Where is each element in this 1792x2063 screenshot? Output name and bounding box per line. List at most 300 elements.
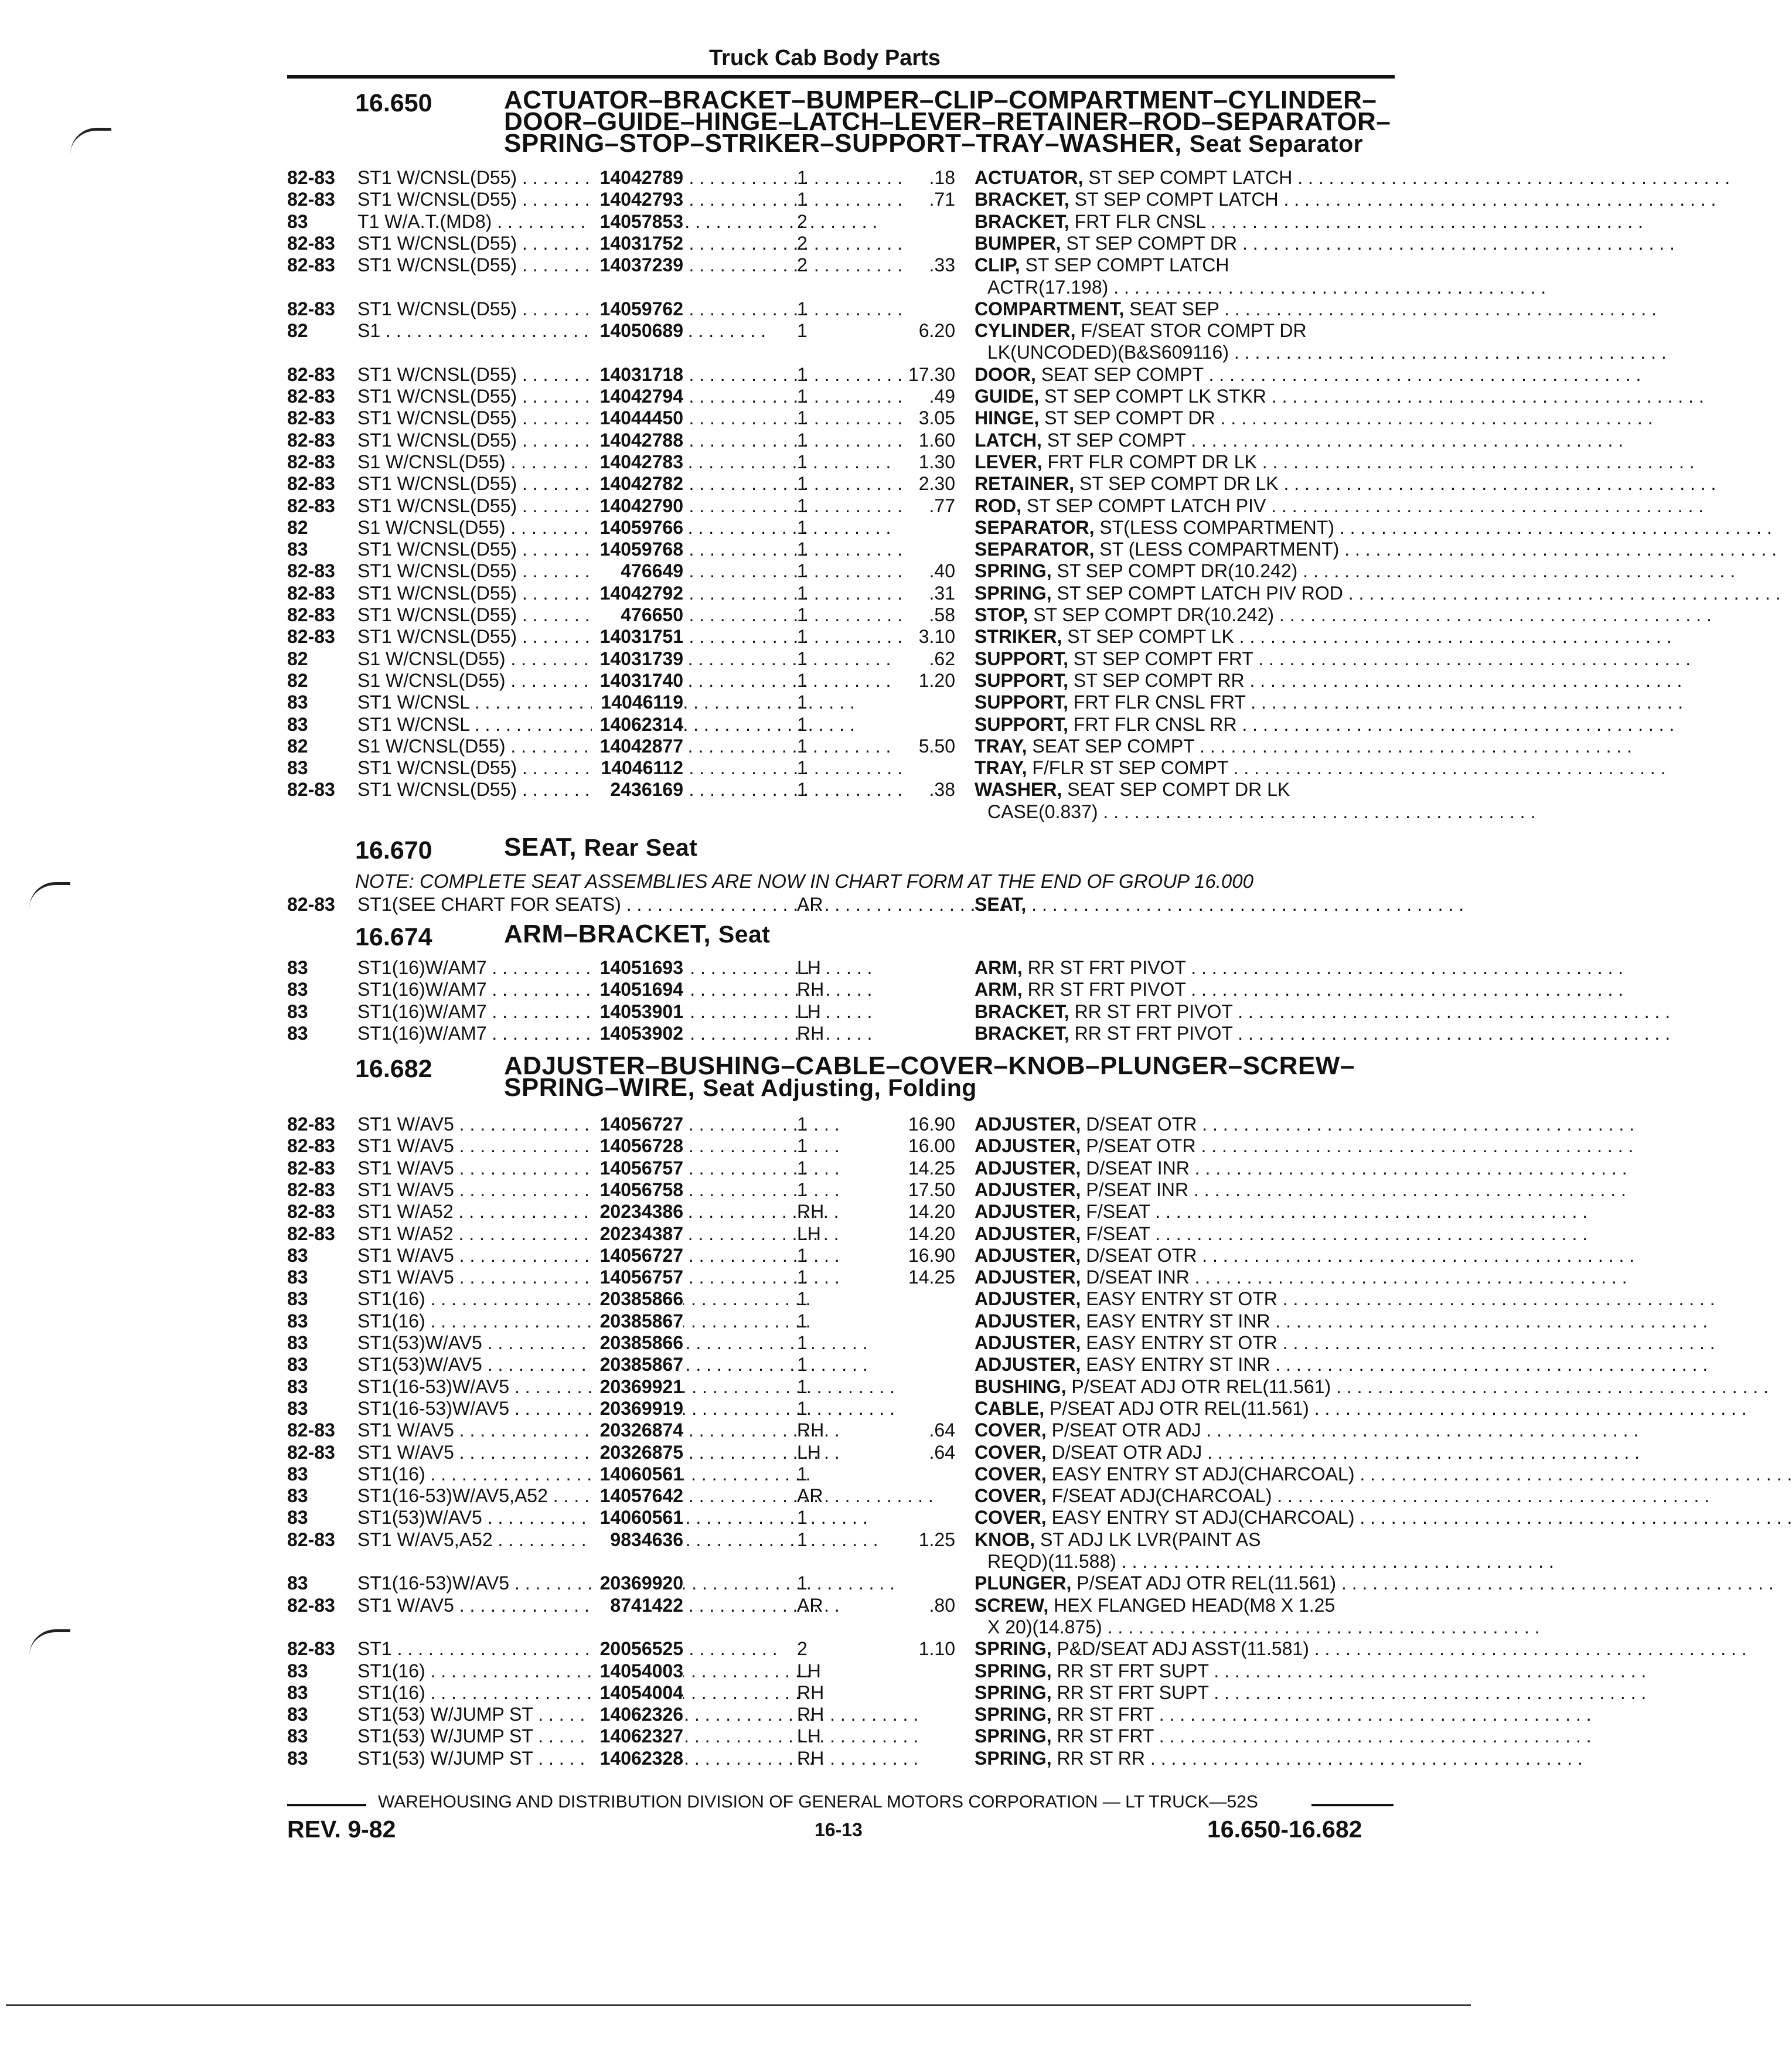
model-application: ST1 W/AV5 . . . bbox=[357, 1179, 592, 1201]
model-application: ST1 W/AV5 . . . bbox=[357, 1442, 592, 1463]
part-number: 20385867 bbox=[592, 1310, 683, 1332]
model-year: 82-83 bbox=[287, 1594, 335, 1616]
model-application: ST1 W/CNSL(D55) . . . bbox=[357, 364, 592, 386]
part-detail: SEAT SEP COMPT . . . bbox=[1032, 736, 1632, 757]
part-number: 476650 bbox=[592, 604, 683, 626]
part-detail: ST SEP COMPT LATCH bbox=[1025, 254, 1229, 276]
table-row bbox=[287, 583, 1401, 604]
price: 1.30 bbox=[918, 451, 955, 472]
quantity: 1 bbox=[797, 1157, 808, 1179]
description bbox=[975, 1267, 1398, 1288]
part-number: 14044450 bbox=[592, 407, 683, 429]
description bbox=[975, 979, 1398, 1000]
part-number: 14056727 bbox=[592, 1114, 683, 1135]
table-row bbox=[287, 539, 1401, 560]
part-name: ADJUSTER, bbox=[975, 1288, 1081, 1310]
model-year: 82-83 bbox=[287, 1179, 335, 1200]
part-detail: ST SEP COMPT RR . . . bbox=[1074, 670, 1682, 691]
part-detail: ST SEP COMPT DR . . . bbox=[1066, 233, 1674, 254]
part-number: 20234386 bbox=[592, 1201, 683, 1223]
part-name: BUMPER, bbox=[975, 232, 1061, 254]
description bbox=[975, 1158, 1398, 1179]
quantity: 1 bbox=[797, 669, 808, 691]
part-detail: HEX FLANGED HEAD(M8 X 1.25 bbox=[1054, 1594, 1336, 1616]
part-name: ROD, bbox=[975, 495, 1021, 516]
part-number: 14054004 bbox=[592, 1682, 683, 1704]
model-application: S1 W/CNSL(D55) . . . bbox=[357, 648, 592, 670]
model-year: 83 bbox=[287, 1660, 308, 1681]
model-year: 82-83 bbox=[287, 1135, 335, 1157]
quantity: 1 bbox=[797, 1288, 808, 1310]
part-name: WASHER, bbox=[975, 779, 1062, 801]
part-detail: RR ST RR . . . bbox=[1057, 1748, 1582, 1769]
table-row bbox=[287, 714, 1401, 736]
part-detail: RR ST FRT PIVOT . . . bbox=[1028, 957, 1624, 978]
description bbox=[975, 1001, 1398, 1023]
table-row-continuation bbox=[287, 1551, 1401, 1572]
part-detail: ST(LESS COMPARTMENT) . . . bbox=[1099, 517, 1771, 538]
table-row bbox=[287, 1267, 1401, 1288]
table-row-continuation bbox=[287, 1616, 1401, 1638]
quantity: 1 bbox=[797, 320, 808, 342]
model-application: ST1(53)W/AV5 . . . bbox=[357, 1354, 592, 1376]
price: .31 bbox=[929, 582, 955, 604]
price: .62 bbox=[929, 648, 955, 669]
section-number: 16.682 bbox=[355, 1055, 432, 1083]
description bbox=[975, 1748, 1398, 1769]
table-row bbox=[287, 1442, 1401, 1463]
model-application: ST1 . . . bbox=[357, 1638, 592, 1660]
model-year: 83 bbox=[287, 1267, 308, 1288]
part-number: 20326874 bbox=[592, 1419, 683, 1441]
part-detail: ST SEP COMPT DR(10.242) . . . bbox=[1057, 560, 1735, 581]
model-application: ST1 W/AV5 . . . bbox=[357, 1158, 592, 1179]
model-application: ST1(53) W/JUMP ST . . . bbox=[357, 1748, 592, 1769]
quantity: 1 bbox=[797, 1135, 808, 1157]
table-row bbox=[287, 298, 1401, 320]
quantity: 1 bbox=[797, 1397, 808, 1419]
description bbox=[975, 1310, 1398, 1332]
model-year: 83 bbox=[287, 1681, 308, 1703]
footer-division: WAREHOUSING AND DISTRIBUTION DIVISION OF GENERAL MOTORS CORPORATION — LT TRUCK—52S bbox=[378, 1792, 1258, 1812]
description bbox=[975, 583, 1398, 604]
table-row bbox=[287, 1682, 1401, 1704]
quantity: LH bbox=[797, 1223, 821, 1244]
table-row bbox=[287, 211, 1401, 233]
quantity: 1 bbox=[797, 1179, 808, 1200]
table-row bbox=[287, 320, 1401, 342]
price: .49 bbox=[929, 386, 955, 407]
table-row bbox=[287, 1310, 1401, 1332]
model-year: 82 bbox=[287, 320, 308, 342]
model-application: ST1(16)W/AM7 . . . bbox=[357, 1023, 592, 1044]
price: .18 bbox=[929, 167, 955, 188]
description-continuation: LK(UNCODED)(B&S609116) . . . bbox=[987, 342, 1398, 363]
description bbox=[975, 1135, 1398, 1157]
part-detail: P/SEAT ADJ OTR REL(11.561) . . . bbox=[1050, 1398, 1747, 1419]
quantity: 1 bbox=[797, 1114, 808, 1135]
model-year: 82-83 bbox=[287, 582, 335, 604]
part-detail: RR ST FRT SUPT . . . bbox=[1057, 1682, 1646, 1703]
part-name: SCREW, bbox=[975, 1594, 1049, 1616]
table-row bbox=[287, 1288, 1401, 1310]
part-number: 14046119 bbox=[592, 692, 683, 713]
part-detail: ST SEP COMPT FRT . . . bbox=[1074, 648, 1691, 669]
description bbox=[975, 211, 1398, 233]
table-row bbox=[287, 1529, 1401, 1551]
description bbox=[975, 1704, 1398, 1725]
quantity: 1 bbox=[797, 713, 808, 735]
part-name: CLIP, bbox=[975, 254, 1020, 276]
part-number: 20369920 bbox=[592, 1572, 683, 1594]
model-year: 83 bbox=[287, 210, 308, 232]
part-number: 14062314 bbox=[592, 714, 683, 736]
part-detail: ST ADJ LK LVR(PAINT AS bbox=[1040, 1528, 1261, 1550]
model-year: 82-83 bbox=[287, 1223, 335, 1244]
part-name: GUIDE, bbox=[975, 386, 1040, 407]
part-number: 14031740 bbox=[592, 670, 683, 692]
part-number: 20056525 bbox=[592, 1638, 683, 1660]
quantity: 2 bbox=[797, 1638, 808, 1660]
quantity: RH bbox=[797, 1681, 825, 1703]
description bbox=[975, 1398, 1398, 1419]
price: 1.25 bbox=[918, 1528, 955, 1550]
part-name: ADJUSTER, bbox=[975, 1354, 1081, 1376]
part-name: HINGE, bbox=[975, 407, 1040, 429]
part-number: 14059766 bbox=[592, 517, 683, 539]
model-year: 82-83 bbox=[287, 451, 335, 472]
description bbox=[975, 1485, 1398, 1507]
quantity: AR bbox=[797, 1594, 823, 1616]
model-application: S1 W/CNSL(D55) . . . bbox=[357, 670, 592, 692]
part-detail: SEAT SEP . . . bbox=[1129, 298, 1657, 319]
model-application: ST1 W/CNSL . . . bbox=[357, 714, 592, 736]
section-title-parts: ADJUSTER–BUSHING–CABLE–COVER–KNOB–PLUNGER–SCREW–SPRING–WIRE, bbox=[504, 1051, 1355, 1102]
model-year: 82-83 bbox=[287, 1114, 335, 1135]
quantity: 1 bbox=[797, 298, 808, 319]
part-name: STOP, bbox=[975, 604, 1028, 625]
part-name: SPRING, bbox=[975, 560, 1052, 582]
part-detail: EASY ENTRY ST OTR . . . bbox=[1086, 1332, 1715, 1353]
model-application: ST1 W/CNSL(D55) . . . bbox=[357, 626, 592, 648]
quantity: 1 bbox=[797, 582, 808, 604]
part-number: 14042794 bbox=[592, 386, 683, 407]
part-detail: P/SEAT INR . . . bbox=[1086, 1179, 1626, 1200]
price: 3.05 bbox=[918, 407, 955, 429]
part-name: SUPPORT, bbox=[975, 648, 1069, 669]
section-subtitle: Seat bbox=[718, 921, 771, 948]
quantity: RH bbox=[797, 979, 825, 1000]
quantity: 1 bbox=[797, 1528, 808, 1550]
description bbox=[975, 1223, 1398, 1245]
section-subtitle: Seat Separator bbox=[1189, 130, 1364, 157]
part-name: ADJUSTER, bbox=[975, 1244, 1081, 1266]
table-row bbox=[287, 957, 1401, 979]
part-number: 20326875 bbox=[592, 1442, 683, 1463]
part-detail: FRT FLR COMPT DR LK . . . bbox=[1047, 451, 1694, 472]
model-year: 82-83 bbox=[287, 1638, 335, 1660]
part-number: 14042877 bbox=[592, 736, 683, 757]
model-application: ST1 W/CNSL(D55) . . . bbox=[357, 604, 592, 626]
section-title-parts: SEAT, bbox=[504, 833, 577, 862]
table-row bbox=[287, 167, 1401, 189]
table-row bbox=[287, 1179, 1401, 1201]
table-row bbox=[287, 560, 1401, 582]
table-row bbox=[287, 1507, 1401, 1528]
model-application: ST1 W/CNSL(D55) . . . bbox=[357, 386, 592, 407]
model-year: 83 bbox=[287, 1000, 308, 1022]
model-year: 83 bbox=[287, 757, 308, 779]
table-row bbox=[287, 1463, 1401, 1485]
quantity: LH bbox=[797, 957, 821, 978]
model-year: 82-83 bbox=[287, 1419, 335, 1441]
table-row bbox=[287, 757, 1401, 779]
model-year: 83 bbox=[287, 957, 308, 978]
model-year: 82-83 bbox=[287, 473, 335, 495]
model-year: 83 bbox=[287, 1463, 308, 1485]
table-row bbox=[287, 1595, 1401, 1616]
description bbox=[975, 364, 1398, 386]
part-detail: ST SEP COMPT DR LK . . . bbox=[1079, 473, 1716, 494]
part-name: SPRING, bbox=[975, 1747, 1052, 1769]
part-name: BRACKET, bbox=[975, 1000, 1069, 1022]
part-number: 14042792 bbox=[592, 583, 683, 604]
part-number: 14060561 bbox=[592, 1507, 683, 1528]
part-detail: F/SEAT ADJ(CHARCOAL) . . . bbox=[1052, 1485, 1710, 1506]
model-application: ST1 W/AV5 . . . bbox=[357, 1114, 592, 1135]
quantity: 1 bbox=[797, 1376, 808, 1397]
page-header-title: Truck Cab Body Parts bbox=[709, 46, 941, 70]
scan-edge-line bbox=[6, 2004, 1471, 2006]
table-row bbox=[287, 233, 1401, 254]
part-name: COVER, bbox=[975, 1485, 1047, 1507]
model-application: ST1 W/CNSL(D55) . . . bbox=[357, 167, 592, 189]
model-year: 82-83 bbox=[287, 254, 335, 276]
model-application: ST1(16-53)W/AV5 . . . bbox=[357, 1376, 592, 1398]
table-row bbox=[287, 451, 1401, 473]
part-detail: ST SEP COMPT LATCH . . . bbox=[1075, 189, 1716, 210]
quantity: 2 bbox=[797, 232, 808, 254]
description bbox=[975, 320, 1398, 342]
model-year: 82-83 bbox=[287, 298, 335, 319]
quantity: 2 bbox=[797, 254, 808, 276]
part-number: 476649 bbox=[592, 560, 683, 582]
model-application: ST1 W/CNSL(D55) . . . bbox=[357, 473, 592, 495]
part-detail bbox=[1031, 894, 1464, 915]
quantity: 1 bbox=[797, 1332, 808, 1353]
part-name: SUPPORT, bbox=[975, 713, 1069, 735]
part-number: 14042782 bbox=[592, 473, 683, 495]
table-row bbox=[287, 1354, 1401, 1376]
price: 17.30 bbox=[908, 363, 955, 385]
section-number: 16.674 bbox=[355, 923, 432, 951]
quantity: LH bbox=[797, 1660, 821, 1681]
model-year: 82 bbox=[287, 669, 308, 691]
part-name: STRIKER, bbox=[975, 626, 1062, 648]
part-name: LATCH, bbox=[975, 429, 1042, 451]
model-year: 83 bbox=[287, 979, 308, 1000]
table-row bbox=[287, 1023, 1401, 1044]
description-continuation: X 20)(14.875) . . . bbox=[987, 1616, 1398, 1638]
quantity: AR bbox=[797, 894, 823, 915]
description bbox=[975, 1245, 1398, 1267]
model-application: ST1(53)W/AV5 . . . bbox=[357, 1507, 592, 1528]
description bbox=[975, 692, 1398, 713]
part-number: 14056727 bbox=[592, 1245, 683, 1267]
table-row bbox=[287, 1704, 1401, 1725]
model-year: 83 bbox=[287, 1507, 308, 1528]
part-number: 14053901 bbox=[592, 1001, 683, 1023]
part-name: BRACKET, bbox=[975, 1022, 1069, 1044]
price: 14.25 bbox=[908, 1267, 955, 1288]
part-number: 14050689 bbox=[592, 320, 683, 342]
part-number: 14042788 bbox=[592, 430, 683, 451]
description bbox=[975, 1725, 1398, 1747]
part-detail: ST SEP COMPT LATCH PIV ROD . . . bbox=[1057, 583, 1780, 604]
part-name: ADJUSTER, bbox=[975, 1223, 1081, 1244]
table-row bbox=[287, 1572, 1401, 1594]
model-year: 83 bbox=[287, 1572, 308, 1594]
price: .38 bbox=[929, 779, 955, 801]
model-year: 82-83 bbox=[287, 386, 335, 407]
table-row bbox=[287, 189, 1401, 210]
table-row bbox=[287, 1419, 1401, 1441]
part-number: 20385867 bbox=[592, 1354, 683, 1376]
part-number: 14062328 bbox=[592, 1748, 683, 1769]
part-name: SPRING, bbox=[975, 1725, 1052, 1747]
part-detail: D/SEAT INR . . . bbox=[1086, 1267, 1627, 1288]
part-name: ARM, bbox=[975, 957, 1023, 978]
part-detail: D/SEAT INR . . . bbox=[1086, 1158, 1627, 1179]
section-number: 16.650 bbox=[355, 89, 432, 117]
description bbox=[975, 626, 1398, 648]
footer-page-number: 16-13 bbox=[815, 1819, 863, 1840]
part-detail: P&D/SEAT ADJ ASST(11.581) . . . bbox=[1057, 1638, 1746, 1659]
description bbox=[975, 189, 1398, 210]
description bbox=[975, 539, 1398, 560]
model-year: 83 bbox=[287, 1332, 308, 1353]
model-application: ST1 W/CNSL(D55) . . . bbox=[357, 189, 592, 210]
part-number: 20234387 bbox=[592, 1223, 683, 1245]
model-year: 82-83 bbox=[287, 626, 335, 648]
part-name: SUPPORT, bbox=[975, 692, 1069, 713]
price: .33 bbox=[929, 254, 955, 276]
quantity: RH bbox=[797, 1419, 825, 1441]
footer-revision: REV. 9-82 bbox=[287, 1816, 396, 1843]
quantity: RH bbox=[797, 1704, 825, 1725]
price: 17.50 bbox=[908, 1179, 955, 1200]
part-name: COMPARTMENT, bbox=[975, 298, 1125, 319]
quantity: 1 bbox=[797, 189, 808, 210]
part-detail: ST (LESS COMPARTMENT) . . . bbox=[1099, 539, 1777, 560]
price: .64 bbox=[929, 1441, 955, 1463]
part-detail: SEAT SEP COMPT DR LK bbox=[1067, 779, 1290, 801]
part-name: BUSHING, bbox=[975, 1376, 1067, 1397]
model-application: S1 . . . bbox=[357, 320, 592, 342]
part-detail: EASY ENTRY ST INR . . . bbox=[1086, 1310, 1708, 1332]
section-number: 16.670 bbox=[355, 836, 432, 864]
description bbox=[975, 298, 1398, 320]
model-application: S1 W/CNSL(D55) . . . bbox=[357, 451, 592, 473]
table-row bbox=[287, 670, 1401, 692]
footer-rule-left bbox=[287, 1804, 366, 1806]
description bbox=[975, 1114, 1398, 1135]
model-application: ST1 W/AV5 . . . bbox=[357, 1419, 592, 1441]
part-number: 14042790 bbox=[592, 495, 683, 517]
quantity: 1 bbox=[797, 1267, 808, 1288]
part-detail: RR ST FRT PIVOT . . . bbox=[1075, 1001, 1671, 1022]
part-name: TRAY, bbox=[975, 757, 1027, 779]
description-continuation: ACTR(17.198) . . . bbox=[987, 277, 1398, 298]
footer-section-range: 16.650-16.682 bbox=[1207, 1816, 1362, 1843]
part-number: 14056758 bbox=[592, 1179, 683, 1201]
part-detail: F/SEAT STOR COMPT DR bbox=[1081, 320, 1307, 342]
model-application: ST1 W/CNSL(D55) . . . bbox=[357, 757, 592, 779]
quantity: LH bbox=[797, 1000, 821, 1022]
part-name: COVER, bbox=[975, 1419, 1047, 1441]
model-year: 82-83 bbox=[287, 232, 335, 254]
part-detail: RR ST FRT SUPT . . . bbox=[1057, 1660, 1646, 1681]
part-name: ACTUATOR, bbox=[975, 167, 1084, 188]
quantity: 1 bbox=[797, 560, 808, 582]
model-year: 82-83 bbox=[287, 495, 335, 516]
part-detail: EASY ENTRY ST INR . . . bbox=[1086, 1354, 1708, 1375]
part-number: 14051693 bbox=[592, 957, 683, 979]
part-number: 8741422 bbox=[592, 1595, 683, 1616]
table-row bbox=[287, 430, 1401, 451]
section-title bbox=[504, 833, 1395, 862]
description-continuation: CASE(0.837) . . . bbox=[987, 801, 1398, 823]
model-year: 83 bbox=[287, 1022, 308, 1044]
model-application: ST1(16-53)W/AV5,A52 . . . bbox=[357, 1485, 592, 1507]
part-name: BRACKET, bbox=[975, 189, 1069, 210]
header-rule bbox=[287, 75, 1395, 79]
model-year: 83 bbox=[287, 1725, 308, 1747]
quantity: 1 bbox=[797, 1310, 808, 1332]
section-subtitle: Rear Seat bbox=[584, 834, 698, 861]
description bbox=[975, 430, 1398, 451]
part-name: BRACKET, bbox=[975, 210, 1069, 232]
section-subtitle: Seat Adjusting, Folding bbox=[703, 1074, 977, 1101]
model-year: 82-83 bbox=[287, 407, 335, 429]
table-row bbox=[287, 648, 1401, 670]
model-application: ST1 W/CNSL . . . bbox=[357, 692, 592, 713]
part-detail: D/SEAT OTR ADJ . . . bbox=[1052, 1442, 1640, 1463]
part-number: 14046112 bbox=[592, 757, 683, 779]
model-year: 83 bbox=[287, 1704, 308, 1725]
binder-hole-mark bbox=[29, 882, 70, 908]
description bbox=[975, 233, 1398, 254]
table-row bbox=[287, 254, 1401, 276]
binder-hole-mark bbox=[29, 1629, 70, 1656]
table-row bbox=[287, 1245, 1401, 1267]
model-year: 82 bbox=[287, 516, 308, 538]
description bbox=[975, 648, 1398, 670]
table-row bbox=[287, 517, 1401, 539]
model-application: S1 W/CNSL(D55) . . . bbox=[357, 517, 592, 539]
quantity: 1 bbox=[797, 735, 808, 757]
part-detail: F/SEAT . . . bbox=[1086, 1223, 1587, 1244]
model-year: 82-83 bbox=[287, 1441, 335, 1463]
part-number: 14053902 bbox=[592, 1023, 683, 1044]
model-year: 83 bbox=[287, 1397, 308, 1419]
part-detail: P/SEAT ADJ OTR REL(11.561) . . . bbox=[1071, 1376, 1769, 1397]
model-application: ST1 W/CNSL(D55) . . . bbox=[357, 430, 592, 451]
table-row bbox=[287, 1398, 1401, 1419]
price: 6.20 bbox=[918, 320, 955, 342]
part-number: 14031718 bbox=[592, 364, 683, 386]
part-name: CABLE, bbox=[975, 1397, 1045, 1419]
